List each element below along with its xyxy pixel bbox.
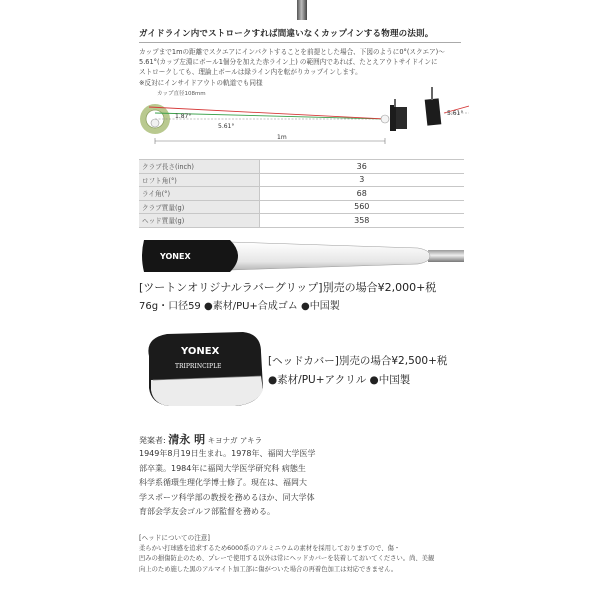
designer-bio bbox=[139, 447, 339, 520]
table-row bbox=[139, 173, 464, 187]
bio-line: 学スポーツ科学部の教授を務めるほか、同大学体 bbox=[139, 492, 315, 502]
bio-line: 育部会学友会ゴルフ部監督を務める。 bbox=[139, 507, 275, 517]
cover-brand-logo: YONEX bbox=[181, 346, 220, 357]
table-row bbox=[139, 200, 464, 214]
distance-label: 1m bbox=[277, 134, 287, 141]
grip-description bbox=[139, 278, 436, 316]
table-row bbox=[139, 160, 464, 174]
designer-heading bbox=[139, 431, 262, 447]
designer-name: 清永 明 bbox=[168, 433, 206, 446]
note-line: 柔らかい打球感を追求するため6000系のアルミニウムの素材を採用しておりますので、傷・ bbox=[139, 544, 401, 552]
spec-value: 3 bbox=[259, 173, 464, 187]
table-row bbox=[139, 214, 464, 228]
stroke-angle-diagram bbox=[139, 85, 469, 151]
grip-line-1: [ツートンオリジナルラバーグリップ]別売の場合¥2,000+税 bbox=[139, 281, 437, 294]
head-care-note bbox=[139, 533, 464, 575]
bio-line: 部卒業。1984年に福岡大学医学研究科 病態生 bbox=[139, 463, 306, 473]
intro-paragraph bbox=[139, 47, 464, 88]
paragraph-line: 5.61°(カップ左淵にボール1個分を加えた赤ライン上) の範囲内であれば、たとえアウトサイドインに bbox=[139, 58, 438, 67]
putter-head-angled bbox=[425, 87, 442, 126]
spec-value: 36 bbox=[259, 160, 464, 174]
divider bbox=[139, 42, 461, 43]
table-row bbox=[139, 187, 464, 201]
cover-description bbox=[268, 352, 447, 390]
grip-white-section bbox=[230, 242, 430, 270]
paragraph-line: ストロークしても、理論上ボールは緑ライン内を転がりカップインします。 bbox=[139, 68, 362, 77]
spec-label: ロフト角(°) bbox=[139, 173, 259, 187]
note-title: [ヘッドについての注意] bbox=[139, 534, 210, 542]
spec-value: 560 bbox=[259, 200, 464, 214]
designer-kana: キヨナガ アキラ bbox=[207, 436, 263, 445]
spec-value: 358 bbox=[259, 214, 464, 228]
spec-table bbox=[139, 159, 464, 228]
putter-head-front bbox=[390, 99, 407, 131]
paragraph-line: カップまで1mの距離でスクエアにインパクトすることを前提とした場合、下図のように0°(スクエア)〜 bbox=[139, 48, 445, 56]
grip-image bbox=[138, 238, 464, 274]
angle-label-right: 5.61° bbox=[447, 110, 464, 117]
grip-shaft bbox=[428, 250, 464, 262]
spec-value: 68 bbox=[259, 187, 464, 201]
putter-shaft bbox=[297, 0, 307, 20]
bio-line: 科学系循環生理化学博士修了。現在は、福岡大 bbox=[139, 478, 307, 488]
grip-line-2: 76g・口径59 ●素材/PU+合成ゴム ●中国製 bbox=[139, 301, 340, 312]
address-ball bbox=[381, 115, 389, 123]
cover-front-band bbox=[151, 376, 263, 406]
cover-model-name: TRIPRINCIPLE bbox=[175, 363, 222, 370]
cover-line-1: [ヘッドカバー]別売の場合¥2,500+税 bbox=[268, 355, 448, 367]
designer-prefix: 発案者: bbox=[139, 436, 166, 445]
spec-label: クラブ質量(g) bbox=[139, 200, 259, 214]
head-cover-image bbox=[139, 328, 269, 410]
spec-label: ライ角(°) bbox=[139, 187, 259, 201]
note-line: 凹みの損傷防止のため、プレーで使用する以外は常にヘッドカバーを装着しておいてください。尚、美観 bbox=[139, 555, 435, 562]
bio-line: 1949年8月19日生まれ。1978年、福岡大学医学 bbox=[139, 449, 316, 458]
cup-diameter-label: カップ直径108mm bbox=[157, 91, 206, 97]
ball bbox=[151, 119, 159, 127]
angle-label-main: 5.61° bbox=[218, 123, 235, 130]
spec-label: ヘッド質量(g) bbox=[139, 214, 259, 228]
grip-brand-logo: YONEX bbox=[160, 252, 191, 261]
paragraph-line: ※反対にインサイドアウトの軌道でも同様 bbox=[139, 78, 263, 87]
angle-label-small: 1.87° bbox=[175, 113, 192, 120]
note-line: 向上のため施した黒のアルマイト加工部に傷がついた場合の再着色加工は対応できません。 bbox=[139, 565, 398, 573]
cover-line-2: ●素材/PU+アクリル ●中国製 bbox=[268, 374, 411, 386]
headline: ガイドライン内でストロークすれば間違いなくカップインする物理の法則。 bbox=[139, 29, 434, 39]
spec-label: クラブ長さ(inch) bbox=[139, 160, 259, 174]
